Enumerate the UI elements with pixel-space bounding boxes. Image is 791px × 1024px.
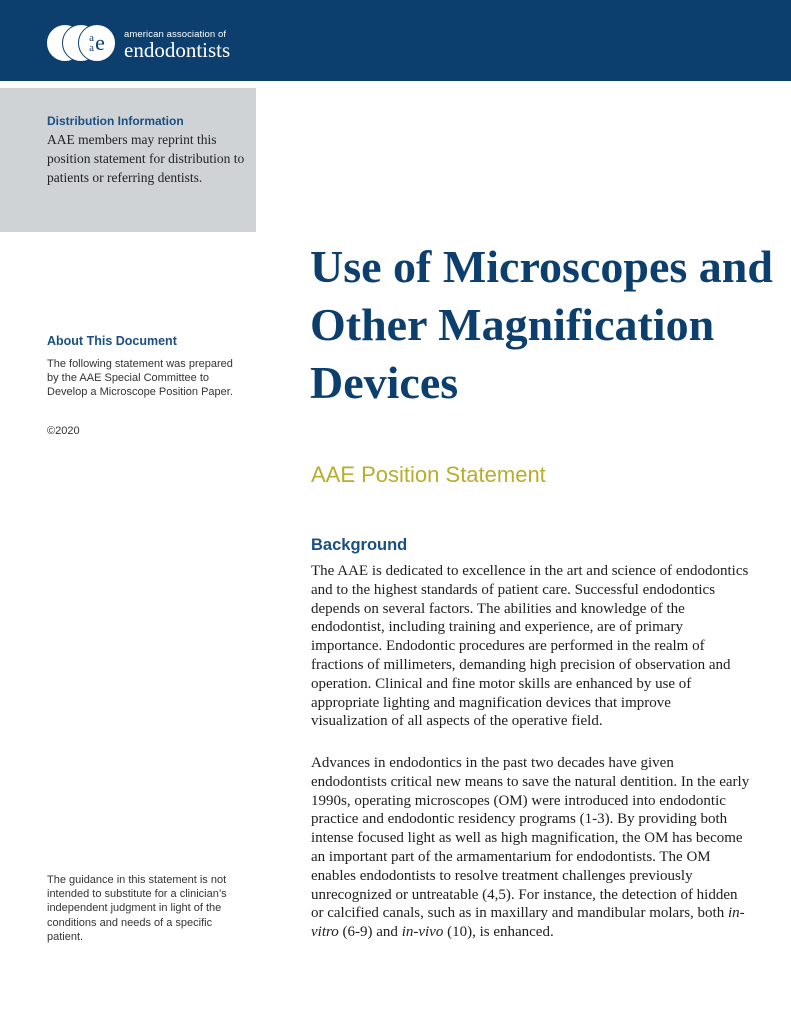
- section-heading-background: Background: [311, 536, 408, 554]
- distribution-info-text: AAE members may reprint this position statement for distribution to patients or referring dentists.: [47, 132, 245, 186]
- logo-wordmark: [124, 29, 230, 60]
- italic-term-in-vivo: in-vivo: [401, 924, 444, 941]
- logo-name: endodontists: [124, 37, 231, 62]
- logo-circles-icon: [46, 24, 118, 64]
- about-document-title: About This Document: [47, 334, 177, 348]
- logo-letter-a: a: [89, 32, 95, 44]
- copyright-notice: ©2020: [47, 425, 80, 437]
- page-subtitle: AAE Position Statement: [311, 462, 546, 487]
- paragraph-text: (6-9) and: [338, 924, 402, 941]
- background-paragraph-2: [311, 754, 751, 942]
- logo-letter-e: e: [95, 30, 105, 55]
- about-document-text: The following statement was prepared by the AAE Special Committee to Develop a Microscope Position Paper.: [47, 358, 233, 398]
- logo-monogram: [89, 32, 105, 54]
- logo-letter-a: a: [89, 42, 95, 54]
- distribution-info-title: Distribution Information: [47, 114, 184, 128]
- background-paragraph-1: The AAE is dedicated to excellence in the art and science of endodontics and to the highest standards of patient care. Successful endodontics depends on several factors. The abilities and knowledge of the endodontist, including training and experience, are of primary importance. Endodontic procedures are performed in the realm of fractions of millimeters, demanding high precision of observation and operation. Clinical and fine motor skills are enhanced by use of appropriate lighting and magnification devices that improve visualization of all aspects of the operative field.: [311, 563, 749, 730]
- paragraph-text: (10), is enhanced.: [443, 924, 554, 941]
- guidance-disclaimer: The guidance in this statement is not intended to substitute for a clinician’s independent judgment in light of the conditions and needs of a specific patient.: [47, 874, 227, 943]
- paragraph-text: Advances in endodontics in the past two decades have given endodontists critical new means to save the natural dentition. In the early 1990s, operating microscopes (OM) were introduced into endodontic practice and endodontic residency programs (1-3). By providing both intense focused light as well as high magnification, the OM has become an important part of the armamentarium for endodontists. The OM enables endodontists to resolve treatment challenges previously unrecognized or untreatable (4,5). For instance, the detection of hidden or calcified canals, such as in maxillary and mandibular molars, both: [311, 755, 750, 922]
- logo-tagline: american association of: [124, 28, 227, 40]
- page-title: Use of Microscopes and Other Magnification Devices: [310, 241, 773, 408]
- header-banner: [0, 0, 791, 81]
- aae-logo[interactable]: [46, 24, 230, 64]
- logo-circle: [78, 24, 116, 62]
- italic-term-in-vitro: in-vitro: [311, 905, 745, 941]
